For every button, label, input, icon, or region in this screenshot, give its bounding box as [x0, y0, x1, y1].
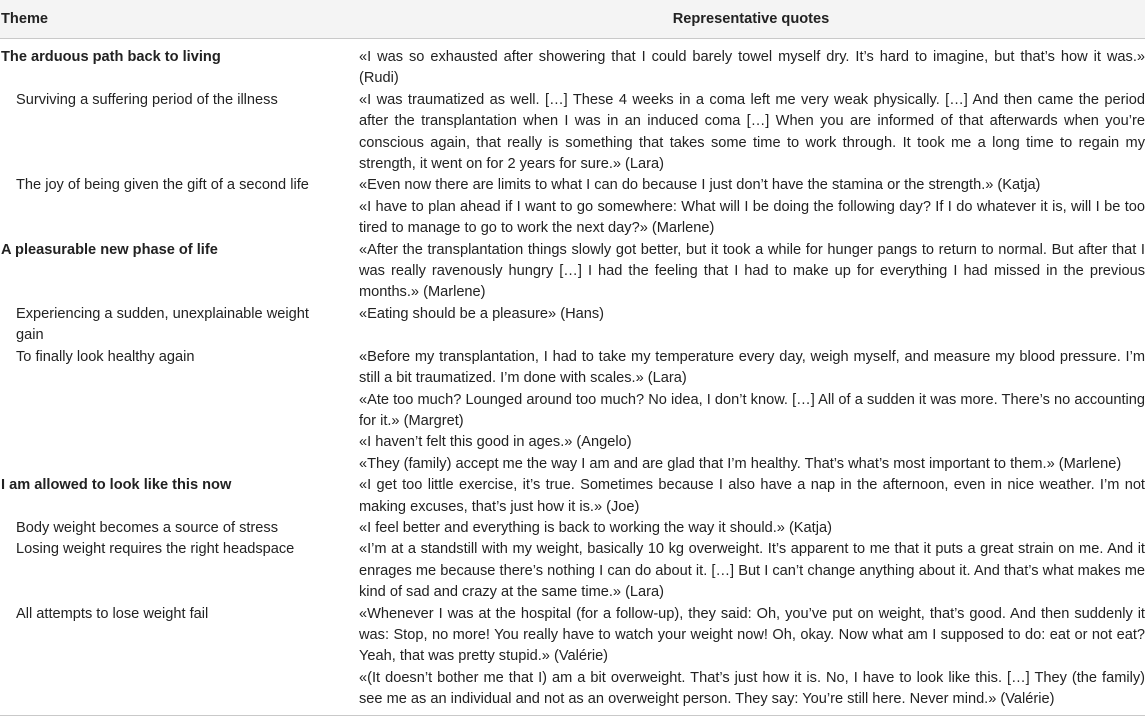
table-row	[0, 432, 1145, 453]
table-row	[0, 347, 1145, 390]
table-row	[0, 39, 1145, 90]
table-row	[0, 604, 1145, 668]
quote-cell: «I haven’t felt this good in ages.» (Angelo)	[359, 434, 632, 451]
table-row	[0, 390, 1145, 433]
theme-cell: A pleasurable new phase of life	[1, 241, 218, 258]
table-row	[0, 304, 1145, 347]
quote-cell: «Before my transplantation, I had to take my temperature every day, weigh myself, and measure my blood pressure. I’m still a bit traumatized. I’m done with scales.» (Lara)	[359, 348, 1145, 387]
table-row	[0, 90, 1145, 176]
table-row	[0, 668, 1145, 715]
subtheme-cell: Losing weight requires the right headspace	[16, 541, 295, 558]
quote-cell: «Whenever I was at the hospital (for a follow-up), they said: Oh, you’ve put on weight, that’s good. And then suddenly it was: Stop, no more! You really have to watch your weight now! Oh, okay. Now what am I supposed to do: eat or not eat? Yeah, that was pretty stupid.» (Valérie)	[359, 605, 1145, 665]
table-row	[0, 197, 1145, 240]
subtheme-cell: Body weight becomes a source of stress	[16, 519, 279, 536]
quote-cell: «(It doesn’t bother me that I) am a bit overweight. That’s just how it is. No, I have to look like this. […] They (the family) see me as an individual and not as an overweight person. They say: You’re still here. Never mind.» (Valérie)	[357, 668, 1145, 715]
quote-cell: «I was so exhausted after showering that I could barely towel myself dry. It’s hard to imagine, but that’s how it was.» (Rudi)	[359, 49, 1145, 87]
quote-cell: «After the transplantation things slowly got better, but it took a while for hunger pangs to return to normal. But after that I was really ravenously hungry […] I had the feeling that I had to make up for everything I had missed in the previous months.» (Marlene)	[359, 241, 1145, 301]
subtheme-cell: The joy of being given the gift of a second life	[16, 177, 309, 194]
quote-cell: «They (family) accept me the way I am and are glad that I’m healthy. That’s what’s most important to them.» (Marlene)	[359, 455, 1122, 472]
theme-cell: The arduous path back to living	[1, 49, 221, 65]
subtheme-cell	[0, 668, 357, 715]
subtheme-cell	[0, 432, 357, 453]
theme-cell: I am allowed to look like this now	[1, 477, 232, 494]
table-body	[0, 39, 1145, 716]
subtheme-cell: To finally look healthy again	[16, 348, 195, 365]
quote-cell: «I have to plan ahead if I want to go somewhere: What will I be doing the following day? If I do whatever it is, will I be too tired to manage to go to work the next day?» (Marlene)	[359, 198, 1145, 237]
quote-cell: «I’m at a standstill with my weight, basically 10 kg overweight. It’s apparent to me that it puts a great strain on me. And it enrages me because there’s nothing I can do about it. […] But I can’t change anything about it. And that’s what makes me kind of sad and crazy at the same time.» (Lara)	[359, 541, 1145, 601]
quote-cell: «I was traumatized as well. […] These 4 weeks in a coma left me very weak physically. […] And then came the period after the transplantation when I was in an induced coma […] When you are informed of that afterwards when you’re conscious again, that really is something that takes some time to work through. It took me a long time to regain my strength, it went on for 2 years for sure.» (Lara)	[359, 91, 1145, 173]
subtheme-cell	[0, 390, 357, 433]
table-header	[0, 0, 1145, 39]
table-row	[0, 175, 1145, 196]
quote-cell: «I feel better and everything is back to working the way it should.» (Katja)	[359, 519, 832, 536]
table-row	[0, 475, 1145, 518]
table-row	[0, 454, 1145, 475]
subtheme-cell: Experiencing a sudden, unexplainable weight gain	[16, 305, 309, 344]
subtheme-cell: Surviving a suffering period of the illness	[16, 91, 278, 108]
subtheme-cell	[0, 454, 357, 475]
table-row	[0, 518, 1145, 539]
table-row	[0, 240, 1145, 304]
subtheme-cell: All attempts to lose weight fail	[16, 605, 209, 622]
table-row	[0, 539, 1145, 603]
subtheme-cell	[0, 197, 357, 240]
theme-column-header: Theme	[0, 0, 357, 39]
quote-cell: «I get too little exercise, it’s true. Sometimes because I also have a nap in the afternoon, even in nice weather. I’m not making excuses, that’s just how it is.» (Joe)	[359, 477, 1145, 515]
quote-cell: «Even now there are limits to what I can do because I just don’t have the stamina or the strength.» (Katja)	[359, 177, 1041, 194]
quote-cell: «Ate too much? Lounged around too much? No idea, I don’t know. […] All of a sudden it was more. There’s no accounting for it.» (Margret)	[359, 391, 1145, 429]
quote-cell: «Eating should be a pleasure» (Hans)	[359, 305, 605, 322]
header-row	[0, 0, 1145, 39]
quotes-column-header: Representative quotes	[357, 0, 1145, 39]
